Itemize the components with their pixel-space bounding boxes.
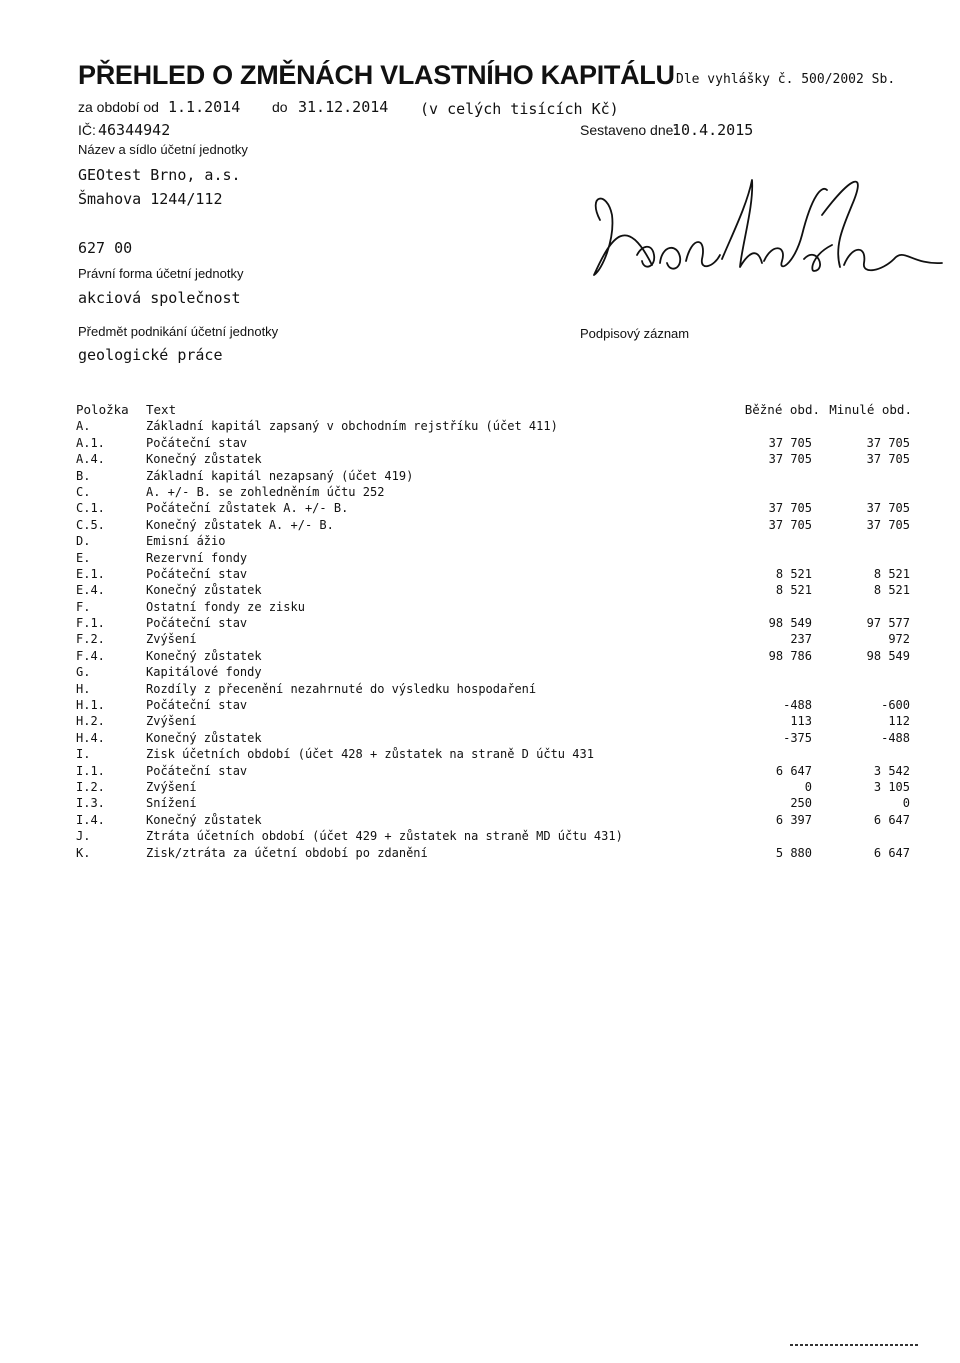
row-current: 113 <box>790 714 812 729</box>
table-row <box>76 812 916 828</box>
row-code: I.3. <box>76 796 105 811</box>
row-current: 6 647 <box>775 763 812 778</box>
compiled-label: Sestaveno dne: <box>580 122 678 138</box>
row-text: Základní kapitál nezapsaný (účet 419) <box>146 468 414 483</box>
signature-image <box>582 175 960 295</box>
row-code: C.5. <box>76 517 105 532</box>
row-code: B. <box>76 468 91 483</box>
row-code: F.1. <box>76 616 105 631</box>
row-current: 37 705 <box>768 517 812 532</box>
row-text: Konečný zůstatek <box>146 648 262 663</box>
period-from: 1.1.2014 <box>168 98 241 116</box>
row-text: Emisní ážio <box>146 534 226 549</box>
business-label: Předmět podnikání účetní jednotky <box>78 324 279 339</box>
row-previous: 8 521 <box>873 566 910 581</box>
table-row <box>76 484 916 500</box>
row-code: E. <box>76 550 91 565</box>
table-row <box>76 730 916 746</box>
row-code: I.1. <box>76 763 105 778</box>
table-row <box>76 746 916 762</box>
col-previous-header: Minulé obd. <box>829 402 912 417</box>
row-text: Konečný zůstatek A. +/- B. <box>146 517 334 532</box>
row-code: K. <box>76 845 91 860</box>
entity-name-label: Název a sídlo účetní jednotky <box>78 142 248 157</box>
row-previous: 6 647 <box>873 812 910 827</box>
row-text: Konečný zůstatek <box>146 730 262 745</box>
row-code: C.1. <box>76 501 105 516</box>
row-current: 0 <box>804 779 812 794</box>
legal-form: akciová společnost <box>78 289 241 307</box>
entity-postcode: 627 00 <box>78 239 133 257</box>
row-text: Rozdíly z přecenění nezahrnuté do výsledku hospodaření <box>146 681 537 696</box>
table-row <box>76 763 916 779</box>
entity-street: Šmahova 1244/112 <box>78 190 223 208</box>
row-current: 8 521 <box>775 566 812 581</box>
row-code: E.1. <box>76 566 105 581</box>
compiled-date: 10.4.2015 <box>672 121 754 139</box>
table-row <box>76 517 916 533</box>
row-text: Počáteční zůstatek A. +/- B. <box>146 501 349 516</box>
row-current: 250 <box>790 796 812 811</box>
row-code: A.1. <box>76 435 105 450</box>
row-code: G. <box>76 665 91 680</box>
row-text: Počáteční stav <box>146 763 248 778</box>
row-previous: 0 <box>902 796 910 811</box>
table-row <box>76 500 916 516</box>
table-row <box>76 615 916 631</box>
row-current: 5 880 <box>775 845 812 860</box>
table-row <box>76 681 916 697</box>
row-previous: -488 <box>881 730 910 745</box>
table-row <box>76 566 916 582</box>
table-row <box>76 550 916 566</box>
row-text: Počáteční stav <box>146 566 248 581</box>
row-text: Zvýšení <box>146 632 197 647</box>
equity-changes-table <box>76 402 916 861</box>
row-text: Rezervní fondy <box>146 550 248 565</box>
row-previous: 98 549 <box>866 648 910 663</box>
row-previous: 97 577 <box>866 616 910 631</box>
row-text: Zvýšení <box>146 714 197 729</box>
row-current: 37 705 <box>768 435 812 450</box>
col-code-header: Položka <box>76 402 129 417</box>
row-text: Počáteční stav <box>146 616 248 631</box>
period-from-label: za období od <box>78 99 159 115</box>
ic-label: IČ: <box>78 122 96 138</box>
ic-value: 46344942 <box>98 121 171 139</box>
row-previous: 3 105 <box>873 779 910 794</box>
table-row <box>76 713 916 729</box>
table-row <box>76 795 916 811</box>
row-text: Snížení <box>146 796 197 811</box>
signature-label: Podpisový záznam <box>580 326 690 341</box>
table-row <box>76 599 916 615</box>
row-previous: 112 <box>888 714 910 729</box>
row-text: Konečný zůstatek <box>146 583 262 598</box>
row-current: 6 397 <box>775 812 812 827</box>
col-text-header: Text <box>146 402 177 417</box>
units-note: (v celých tisících Kč) <box>420 100 619 118</box>
business: geologické práce <box>78 346 223 364</box>
row-code: H.2. <box>76 714 105 729</box>
row-text: Zisk/ztráta za účetní období po zdanění <box>146 845 428 860</box>
row-text: Počáteční stav <box>146 698 248 713</box>
row-code: F.2. <box>76 632 105 647</box>
row-code: D. <box>76 534 91 549</box>
row-code: F.4. <box>76 648 105 663</box>
table-row <box>76 828 916 844</box>
period-to: 31.12.2014 <box>298 98 389 116</box>
table-row <box>76 451 916 467</box>
row-text: Základní kapitál zapsaný v obchodním rejstříku (účet 411) <box>146 419 558 434</box>
row-text: A. +/- B. se zohledněním účtu 252 <box>146 484 385 499</box>
period-to-label: do <box>272 99 288 115</box>
row-previous: 37 705 <box>866 501 910 516</box>
row-previous: 6 647 <box>873 845 910 860</box>
table-row <box>76 779 916 795</box>
row-current: 237 <box>790 632 812 647</box>
row-code: H.4. <box>76 730 105 745</box>
regulation-note: Dle vyhlášky č. 500/2002 Sb. <box>676 72 896 87</box>
col-current-header: Běžné obd. <box>744 402 820 417</box>
row-current: 98 549 <box>768 616 812 631</box>
row-code: I.2. <box>76 779 105 794</box>
row-code: F. <box>76 599 91 614</box>
row-code: E.4. <box>76 583 105 598</box>
row-code: A.4. <box>76 452 105 467</box>
row-current: -488 <box>783 698 812 713</box>
row-code: H. <box>76 681 91 696</box>
row-current: -375 <box>783 730 812 745</box>
row-text: Zisk účetních období (účet 428 + zůstatek na straně D účtu 431 <box>146 747 594 762</box>
row-previous: 8 521 <box>873 583 910 598</box>
row-text: Ostatní fondy ze zisku <box>146 599 305 614</box>
page-title: PŘEHLED O ZMĚNÁCH VLASTNÍHO KAPITÁLU <box>78 60 675 90</box>
legal-form-label: Právní forma účetní jednotky <box>78 266 244 281</box>
row-code: A. <box>76 419 91 434</box>
row-text: Konečný zůstatek <box>146 812 262 827</box>
table-row <box>76 631 916 647</box>
row-previous: 972 <box>888 632 910 647</box>
table-row <box>76 468 916 484</box>
table-header <box>76 402 916 418</box>
row-previous: 37 705 <box>866 517 910 532</box>
table-row <box>76 648 916 664</box>
row-previous: 3 542 <box>873 763 910 778</box>
row-current: 37 705 <box>768 452 812 467</box>
row-text: Kapitálové fondy <box>146 665 262 680</box>
row-code: J. <box>76 829 91 844</box>
table-row <box>76 582 916 598</box>
row-code: C. <box>76 484 91 499</box>
row-code: I. <box>76 747 91 762</box>
table-row <box>76 418 916 434</box>
row-previous: 37 705 <box>866 435 910 450</box>
table-row <box>76 435 916 451</box>
row-text: Ztráta účetních období (účet 429 + zůstatek na straně MD účtu 431) <box>146 829 623 844</box>
table-row <box>76 664 916 680</box>
row-current: 37 705 <box>768 501 812 516</box>
row-text: Zvýšení <box>146 779 197 794</box>
row-text: Počáteční stav <box>146 435 248 450</box>
row-current: 8 521 <box>775 583 812 598</box>
table-row <box>76 845 916 861</box>
table-row <box>76 697 916 713</box>
row-previous: 37 705 <box>866 452 910 467</box>
scan-artifact <box>790 1344 920 1346</box>
row-previous: -600 <box>881 698 910 713</box>
row-code: H.1. <box>76 698 105 713</box>
entity-name: GEOtest Brno, a.s. <box>78 166 241 184</box>
table-row <box>76 533 916 549</box>
row-current: 98 786 <box>768 648 812 663</box>
row-code: I.4. <box>76 812 105 827</box>
row-text: Konečný zůstatek <box>146 452 262 467</box>
